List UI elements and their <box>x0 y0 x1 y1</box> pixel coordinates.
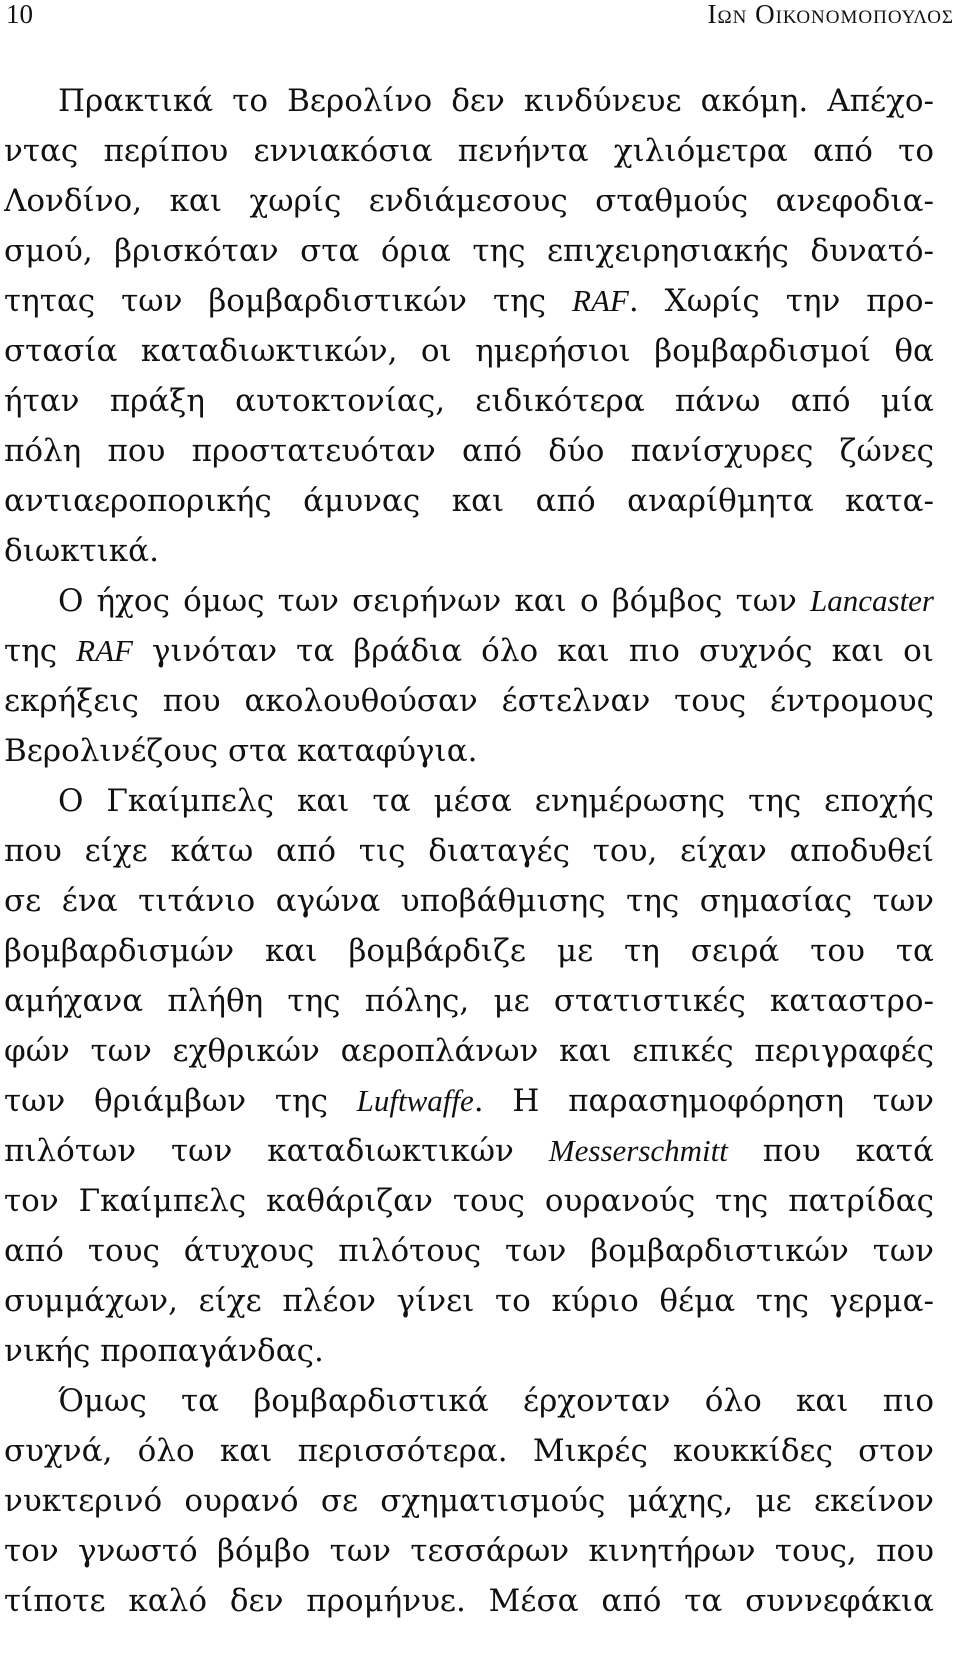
text-line <box>4 826 934 876</box>
text-line <box>4 1226 934 1276</box>
italic-term: Messerschmitt <box>548 1133 728 1168</box>
text-line <box>4 1426 934 1476</box>
text-line <box>4 326 934 376</box>
text-segment: διωκτικά. <box>4 533 159 569</box>
text-segment: αντιαεροπορικής άμυνας και από αναρίθμητα κατα- <box>4 483 934 519</box>
text-line <box>4 726 934 776</box>
text-segment: πιλότων των καταδιωκτικών <box>4 1133 549 1169</box>
text-segment: ήταν πράξη αυτοκτονίας, ειδικότερα πάνω από μία <box>4 383 934 419</box>
text-segment: που είχε κάτω από τις διαταγές του, είχαν αποδυθεί <box>4 833 934 869</box>
italic-term: Lancaster <box>810 583 934 618</box>
text-segment: συμμάχων, είχε πλέον γίνει το κύριο θέμα της γερμα- <box>4 1283 934 1319</box>
text-segment: νυκτερινό ουρανό σε σχηματισμούς μάχης, με εκείνον <box>4 1483 934 1519</box>
text-line <box>4 976 934 1026</box>
text-segment: βομβαρδισμών και βομβάρδιζε με τη σειρά του τα <box>4 933 934 969</box>
text-segment: Όμως τα βομβαρδιστικά έρχονταν όλο και πιο <box>58 1383 934 1419</box>
italic-term: RAF <box>572 283 629 318</box>
text-segment: Βερολινέζους στα καταφύγια. <box>4 733 478 769</box>
text-segment: από τους άτυχους πιλότους των βομβαρδιστικών των <box>4 1233 934 1269</box>
italic-term: Luftwaffe <box>356 1083 474 1118</box>
text-segment: Ο ήχος όμως των σειρήνων και ο βόμβος των <box>58 583 810 619</box>
text-segment: γινόταν τα βράδια όλο και πιο συχνός και οι <box>132 633 934 669</box>
text-line <box>4 1376 934 1426</box>
text-segment: τον γνωστό βόμβο των τεσσάρων κινητήρων τους, που <box>4 1533 934 1569</box>
text-line <box>4 176 934 226</box>
text-line <box>4 926 934 976</box>
text-segment: σμού, βρισκόταν στα όρια της επιχειρησιακής δυνατό- <box>4 233 934 269</box>
text-segment: Λονδίνο, και χωρίς ενδιάμεσους σταθμούς ανεφοδια- <box>4 183 934 219</box>
text-segment: αμήχανα πλήθη της πόλης, με στατιστικές καταστρο- <box>4 983 934 1019</box>
text-line <box>4 1326 934 1376</box>
text-line <box>4 676 934 726</box>
text-segment: πόλη που προστατευόταν από δύο πανίσχυρες ζώνες <box>4 433 934 469</box>
text-line <box>4 876 934 926</box>
text-segment: Ο Γκαίμπελς και τα μέσα ενημέρωσης της εποχής <box>58 783 934 819</box>
text-segment: εκρήξεις που ακολουθούσαν έστελναν τους έντρομους <box>4 683 934 719</box>
text-segment: φών των εχθρικών αεροπλάνων και επικές περιγραφές <box>4 1033 934 1069</box>
text-line <box>4 1026 934 1076</box>
text-line <box>4 126 934 176</box>
text-segment: τον Γκαίμπελς καθάριζαν τους ουρανούς της πατρίδας <box>4 1183 934 1219</box>
text-line <box>4 226 934 276</box>
italic-term: RAF <box>76 633 133 668</box>
text-line <box>4 426 934 476</box>
text-line <box>4 76 934 126</box>
body-text <box>4 76 934 1626</box>
text-segment: . Η παρασημοφόρηση των <box>473 1083 934 1119</box>
text-line <box>4 1076 934 1126</box>
text-line <box>4 626 934 676</box>
text-segment: των θριάμβων της <box>4 1083 357 1119</box>
text-line <box>4 1476 934 1526</box>
text-segment: νικής προπαγάνδας. <box>4 1333 324 1369</box>
text-segment: σε ένα τιτάνιο αγώνα υποβάθμισης της σημασίας των <box>4 883 934 919</box>
text-segment: της <box>4 633 77 669</box>
text-segment: που κατά <box>727 1133 934 1169</box>
text-segment: τίποτε καλό δεν προμήνυε. Μέσα από τα συννεφάκια <box>4 1583 934 1619</box>
text-segment: συχνά, όλο και περισσότερα. Μικρές κουκκίδες στον <box>4 1433 934 1469</box>
text-line <box>4 1526 934 1576</box>
running-head-author: Ιων Οικονομοπουλος <box>707 0 954 29</box>
text-line <box>4 376 934 426</box>
text-segment: τητας των βομβαρδιστικών της <box>4 283 573 319</box>
text-line <box>4 526 934 576</box>
text-line <box>4 1576 934 1626</box>
text-line <box>4 276 934 326</box>
text-segment: Πρακτικά το Βερολίνο δεν κινδύνευε ακόμη. Απέχο- <box>58 83 934 119</box>
text-line <box>4 576 934 626</box>
text-line <box>4 776 934 826</box>
text-line <box>4 476 934 526</box>
text-line <box>4 1276 934 1326</box>
page-header <box>6 0 954 32</box>
text-segment: . Χωρίς την προ- <box>628 283 934 319</box>
text-segment: στασία καταδιωκτικών, οι ημερήσιοι βομβαρδισμοί θα <box>4 333 934 369</box>
page-number: 10 <box>6 0 33 29</box>
text-segment: ντας περίπου εννιακόσια πενήντα χιλιόμετρα από το <box>4 133 934 169</box>
text-line <box>4 1176 934 1226</box>
text-line <box>4 1126 934 1176</box>
